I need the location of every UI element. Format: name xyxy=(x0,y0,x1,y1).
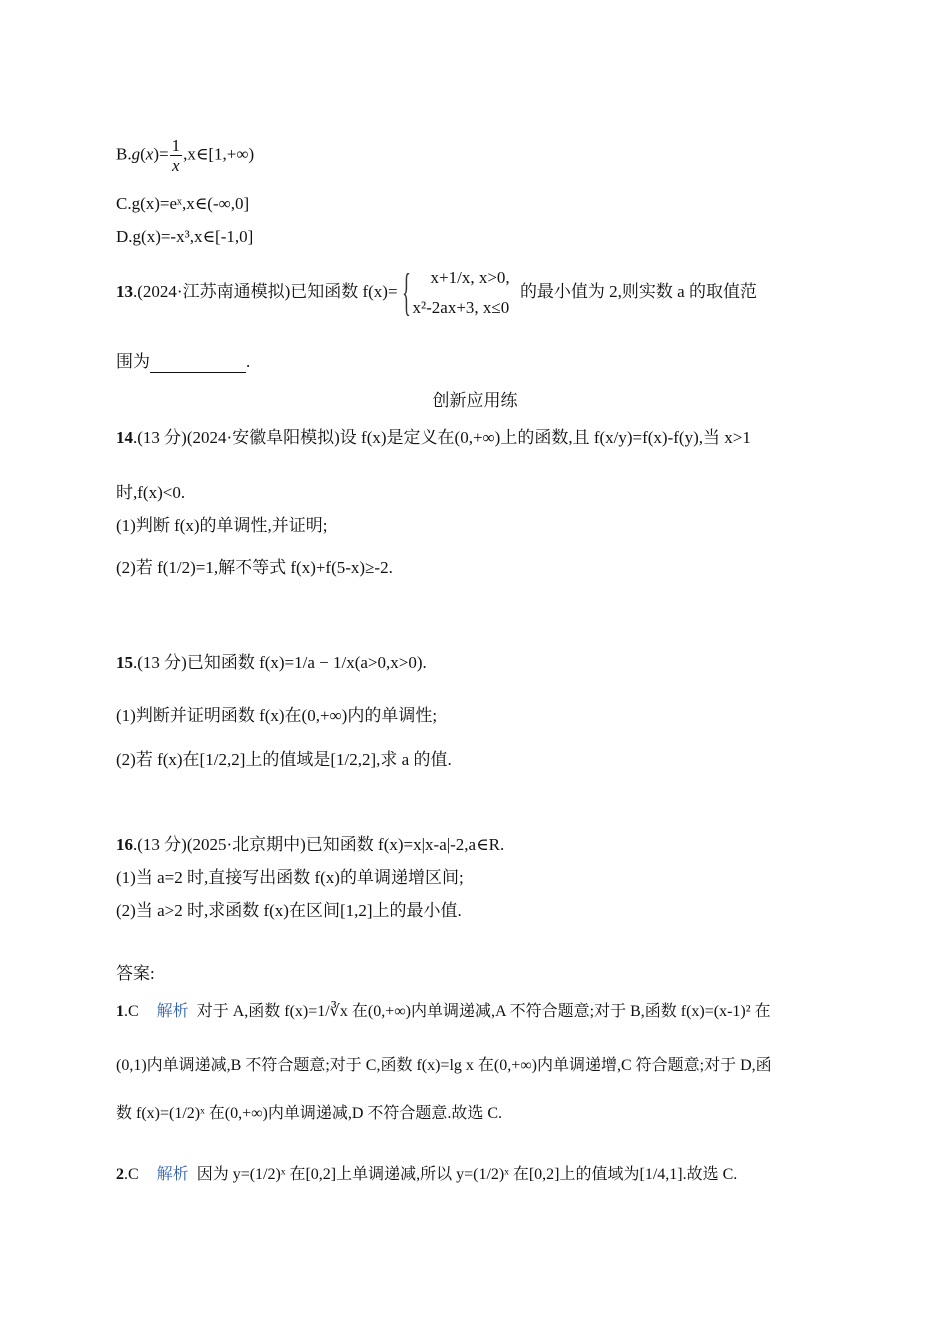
answer-1: 1.C 解析 对于 A,函数 f(x)=1/∛x 在(0,+∞)内单调递减,A 不符合题意;对于 B,函数 f(x)=(x-1)² 在 xyxy=(116,1003,771,1020)
question-14-part2: (2)若 f(1/2)=1,解不等式 f(x)+f(5-x)≥-2. xyxy=(116,558,393,577)
q12-option-d: D.g(x)=-x³,x∈[-1,0] xyxy=(116,227,254,246)
analysis-tag: 解析 xyxy=(156,1003,189,1020)
question-15-part1: (1)判断并证明函数 f(x)在(0,+∞)内的单调性; xyxy=(116,706,438,725)
question-15-part2: (2)若 f(x)在[1/2,2]上的值域是[1/2,2],求 a 的值. xyxy=(116,750,452,769)
answers-label: 答案: xyxy=(116,964,155,983)
question-13-cont: 围为 . xyxy=(116,352,251,371)
question-15: 15.(13 分)已知函数 f(x)=1/a − 1/x(a>0,x>0). xyxy=(116,653,427,672)
answer-blank[interactable] xyxy=(150,356,246,373)
answer-1-line2: (0,1)内单调递减,B 不符合题意;对于 C,函数 f(x)=lg x 在(0,+∞)内单调递增,C 符合题意;对于 D,函 xyxy=(116,1057,772,1074)
q12-option-c: C.g(x)=eˣ,x∈(-∞,0] xyxy=(116,194,250,213)
answer-2: 2.C 解析 因为 y=(1/2)ˣ 在[0,2]上单调递减,所以 y=(1/2)ˣ 在[0,2]上的值域为[1/4,1].故选 C. xyxy=(116,1166,738,1183)
question-13: 13.(2024·江苏南通模拟)已知函数 f(x)={ x+1/x, x>0, x²-2ax+3, x≤0 的最小值为 2,则实数 a 的取值范 xyxy=(116,264,757,322)
question-16-part2: (2)当 a>2 时,求函数 f(x)在区间[1,2]上的最小值. xyxy=(116,901,462,920)
analysis-tag: 解析 xyxy=(156,1166,189,1183)
q12-option-b: B.g(x)= $\frac{1}{x}$ ,x∈[1,+∞) xyxy=(116,136,255,175)
question-16-part1: (1)当 a=2 时,直接写出函数 f(x)的单调递增区间; xyxy=(116,868,464,887)
answer-1-line3: 数 f(x)=(1/2)ˣ 在(0,+∞)内单调递减,D 不符合题意.故选 C. xyxy=(116,1105,503,1122)
section-heading: 创新应用练 xyxy=(432,391,518,410)
question-16: 16.(13 分)(2025·北京期中)已知函数 f(x)=x|x-a|-2,a∈R. xyxy=(116,835,505,854)
question-14-line2: 时,f(x)<0. xyxy=(116,483,186,502)
question-14: 14.(13 分)(2024·安徽阜阳模拟)设 f(x)是定义在(0,+∞)上的函数,且 f(x/y)=f(x)-f(y),当 x>1 xyxy=(116,428,751,447)
question-14-part1: (1)判断 f(x)的单调性,并证明; xyxy=(116,516,328,535)
